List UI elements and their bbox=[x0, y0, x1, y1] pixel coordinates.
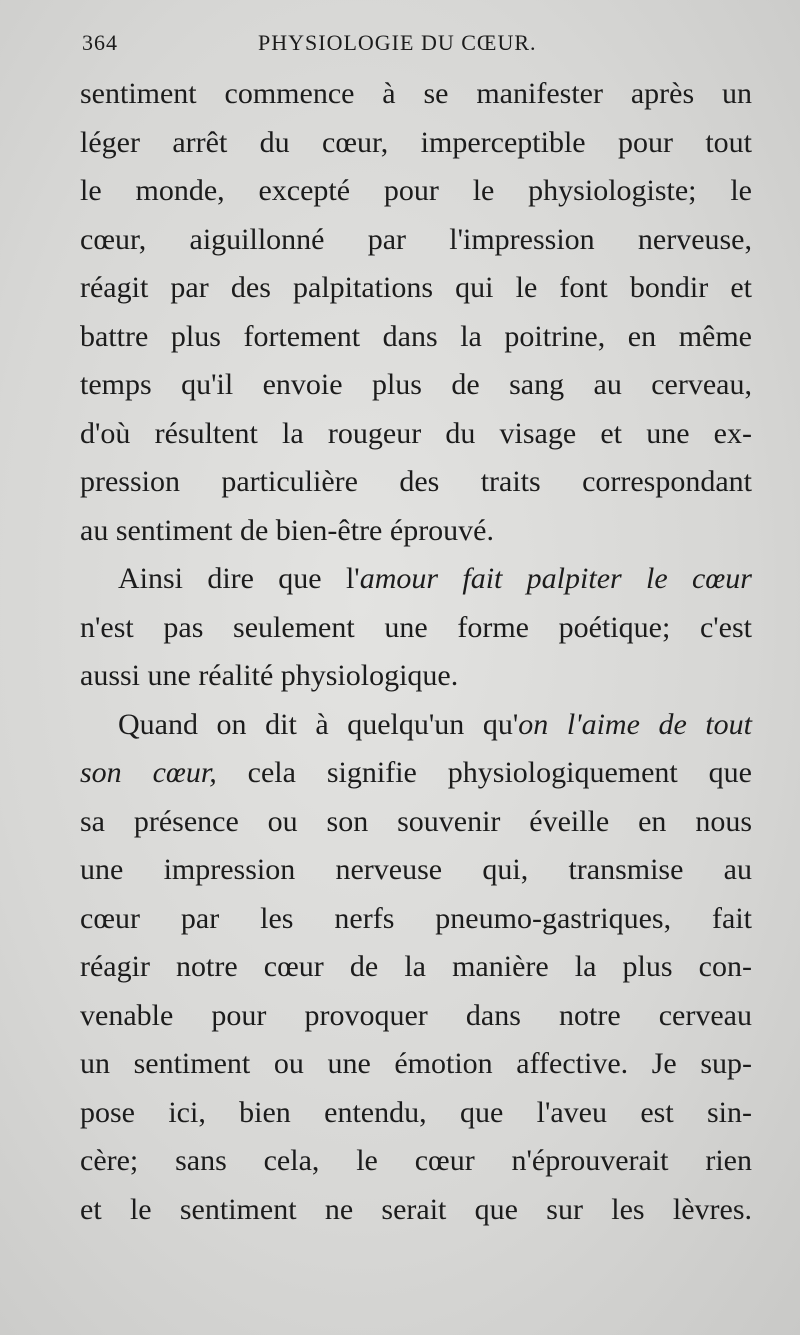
text-line: au sentiment de bien-être éprouvé. bbox=[80, 513, 494, 547]
text-line: n'est pas seulement une forme poétique; c'est bbox=[80, 610, 752, 644]
text-run: Quand on dit à quelqu'un qu' bbox=[118, 707, 519, 741]
body-text bbox=[80, 70, 752, 1234]
text-line: pression particulière des traits correspondant bbox=[80, 465, 752, 498]
italic-run: on l'aime de tout bbox=[518, 707, 752, 741]
page-header bbox=[82, 30, 752, 60]
text-line: cœur par les nerfs pneumo-gastriques, fait bbox=[80, 901, 752, 935]
text-line: réagit par des palpitations qui le font bondir et bbox=[80, 271, 752, 304]
text-line: le monde, excepté pour le physiologiste; le bbox=[80, 174, 752, 207]
text-line: une impression nerveuse qui, transmise au bbox=[80, 853, 752, 886]
italic-run: son cœur, bbox=[80, 756, 217, 789]
text-line: réagir notre cœur de la manière la plus con- bbox=[80, 950, 752, 983]
text-line: venable pour provoquer dans notre cerveau bbox=[80, 998, 752, 1032]
text-line: cère; sans cela, le cœur n'éprouverait rien bbox=[80, 1144, 752, 1177]
text-line: sentiment commence à se manifester après un bbox=[80, 77, 752, 110]
text-line bbox=[80, 701, 752, 750]
text-line: et le sentiment ne serait que sur les lèvres. bbox=[80, 1192, 752, 1226]
text-run: Ainsi dire que l' bbox=[118, 562, 360, 595]
text-line: sa présence ou son souvenir éveille en nous bbox=[80, 804, 752, 838]
text-line bbox=[80, 749, 752, 798]
page-number: 364 bbox=[82, 30, 118, 55]
text-line: cœur, aiguillonné par l'impression nerveuse, bbox=[80, 222, 752, 256]
text-line: aussi une réalité physiologique. bbox=[80, 659, 459, 692]
text-line: pose ici, bien entendu, que l'aveu est sin- bbox=[80, 1095, 752, 1129]
text-line bbox=[80, 555, 752, 604]
italic-run: amour fait palpiter le cœur bbox=[359, 562, 752, 595]
text-line: d'où résultent la rougeur du visage et une ex- bbox=[80, 416, 752, 450]
text-line: temps qu'il envoie plus de sang au cerveau, bbox=[80, 368, 752, 401]
text-line: un sentiment ou une émotion affective. Je sup- bbox=[80, 1047, 752, 1080]
running-head: PHYSIOLOGIE DU CŒUR. bbox=[258, 30, 537, 55]
text-line: battre plus fortement dans la poitrine, en même bbox=[80, 319, 752, 353]
text-run: cela signifie physiologiquement que bbox=[216, 756, 752, 789]
text-line: léger arrêt du cœur, imperceptible pour tout bbox=[80, 125, 752, 159]
